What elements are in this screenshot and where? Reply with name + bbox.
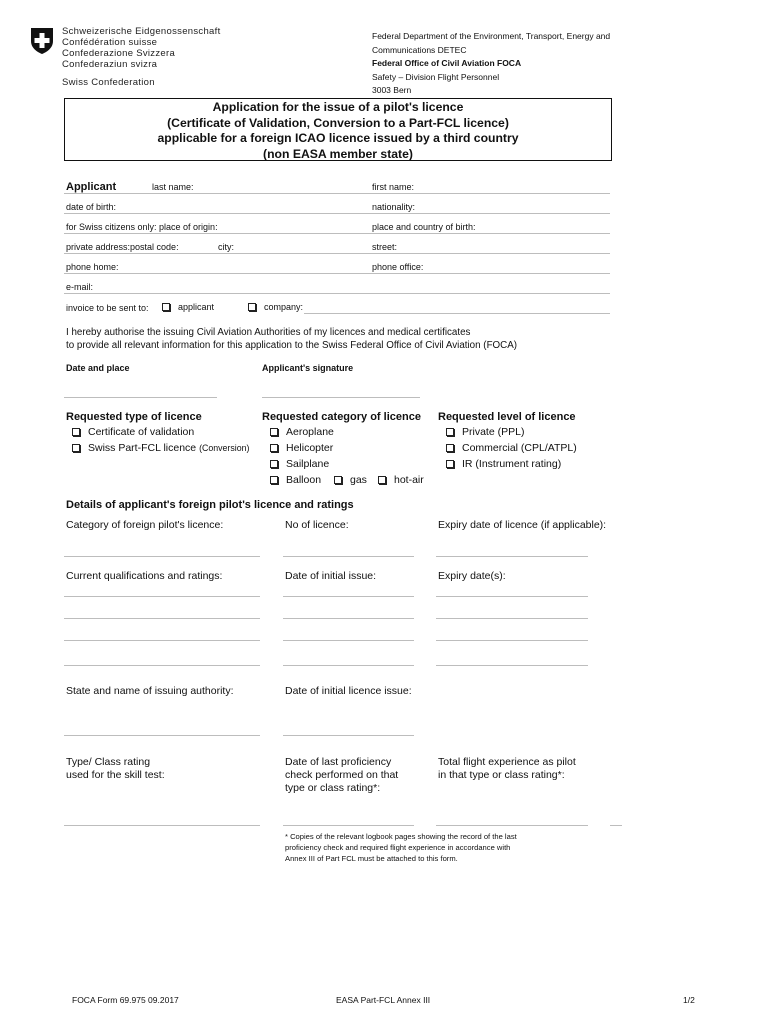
applicant-row5-line[interactable] — [64, 273, 610, 274]
balloon-hotair-checkbox[interactable] — [378, 476, 386, 484]
expiry-line-4[interactable] — [436, 665, 588, 666]
type-validation-option[interactable] — [72, 426, 194, 439]
category-sailplane-option[interactable] — [270, 458, 329, 471]
invoice-applicant-option[interactable] — [162, 302, 214, 313]
signature-label: Applicant's signature — [262, 363, 354, 373]
form-title-line3: applicable for a foreign ICAO licence issued by a third country — [157, 131, 519, 145]
category-helicopter-checkbox[interactable] — [270, 444, 278, 452]
office-city: 3003 Bern — [372, 85, 412, 95]
category-sailplane-checkbox[interactable] — [270, 460, 278, 468]
category-balloon-label: Balloon — [286, 474, 322, 486]
place-of-origin-label: for Swiss citizens only: place of origin: — [66, 222, 218, 232]
total-experience-line[interactable] — [436, 825, 588, 826]
confed-line-fr: Confédération suisse — [62, 37, 158, 48]
balloon-gas-option[interactable] — [334, 474, 367, 487]
street-label: street: — [372, 242, 398, 252]
form-title-line2: (Certificate of Validation, Conversion to a Part-FCL licence) — [167, 115, 509, 130]
last-proficiency-line3: type or class rating*: — [285, 782, 381, 794]
applicant-row3-line[interactable] — [64, 233, 610, 234]
type-class-rating-line2: used for the skill test: — [66, 769, 165, 781]
division-name: Safety – Division Flight Personnel — [372, 71, 500, 82]
level-ppl-label: Private (PPL) — [462, 426, 525, 438]
confederation-names — [62, 26, 221, 70]
confed-line-de: Schweizerische Eidgenossenschaft — [62, 26, 221, 37]
footnote-line3: Annex III of Part FCL must be attached to this form. — [285, 854, 458, 863]
office-name: Federal Office of Civil Aviation FOCA — [372, 58, 522, 68]
invoice-company-label: company: — [264, 302, 304, 312]
initial-licence-issue-label: Date of initial licence issue: — [285, 685, 412, 697]
details-heading: Details of applicant's foreign pilot's licence and ratings — [66, 499, 354, 511]
balloon-hotair-label: hot-air — [394, 474, 424, 486]
category-aeroplane-option[interactable] — [270, 426, 334, 439]
form-title-line4: (non EASA member state) — [263, 146, 413, 161]
applicant-row6-line[interactable] — [64, 293, 610, 294]
licence-number-line[interactable] — [283, 556, 414, 557]
footnote — [285, 831, 517, 864]
last-proficiency-line1: Date of last proficiency — [285, 756, 392, 768]
applicant-row1-line[interactable] — [64, 193, 610, 194]
postal-code-label: private address:postal code: — [66, 242, 179, 252]
swiss-confederation-label: Swiss Confederation — [62, 77, 155, 88]
authorisation-line1: I hereby authorise the issuing Civil Aviation Authorities of my licences and medical certificates — [66, 327, 471, 338]
expiry-line-3[interactable] — [436, 640, 588, 641]
level-cpl-checkbox[interactable] — [446, 444, 454, 452]
nationality-label: nationality: — [372, 202, 416, 212]
level-heading: Requested level of licence — [438, 411, 576, 423]
last-proficiency-line2: check performed on that — [285, 769, 399, 781]
initial-licence-issue-line[interactable] — [283, 735, 414, 736]
company-line[interactable] — [304, 313, 610, 314]
issuing-authority-label: State and name of issuing authority: — [66, 685, 234, 697]
invoice-company-option[interactable] — [248, 302, 303, 313]
authorisation-line2: to provide all relevant information for this application to the Swiss Federal Office of Civil Aviation (FOCA) — [66, 340, 518, 351]
type-conversion-option[interactable] — [72, 442, 249, 455]
licence-number-label: No of licence: — [285, 519, 349, 531]
total-experience-line-extra — [610, 825, 622, 826]
level-ir-option[interactable] — [446, 458, 561, 471]
last-proficiency-line[interactable] — [283, 825, 414, 826]
last-name-label: last name: — [152, 182, 194, 192]
type-conversion-label: Swiss Part-FCL licence — [88, 442, 197, 454]
issuing-authority-line[interactable] — [64, 735, 260, 736]
issue-line-4[interactable] — [283, 665, 414, 666]
confed-line-it: Confederazione Svizzera — [62, 48, 176, 59]
category-balloon-checkbox[interactable] — [270, 476, 278, 484]
phone-home-label: phone home: — [66, 262, 119, 272]
footnote-line1: * Copies of the relevant logbook pages showing the record of the last — [285, 832, 517, 841]
footnote-line2: proficiency check and required flight experience in accordance with — [285, 843, 511, 852]
total-experience-label — [438, 756, 576, 782]
date-of-birth-label: date of birth: — [66, 202, 117, 212]
balloon-gas-label: gas — [350, 474, 367, 486]
type-class-rating-label — [66, 756, 165, 782]
total-experience-line1: Total flight experience as pilot — [438, 756, 576, 768]
level-ppl-checkbox[interactable] — [446, 428, 454, 436]
form-title-line1: Application for the issue of a pilot's licence — [212, 100, 464, 114]
invoice-applicant-label: applicant — [178, 302, 215, 312]
category-aeroplane-label: Aeroplane — [286, 426, 334, 438]
type-class-rating-line[interactable] — [64, 825, 260, 826]
type-validation-checkbox[interactable] — [72, 428, 80, 436]
date-place-line[interactable] — [64, 397, 217, 398]
swiss-shield-icon — [30, 27, 54, 55]
level-ir-checkbox[interactable] — [446, 460, 454, 468]
current-quals-label: Current qualifications and ratings: — [66, 570, 223, 582]
place-of-birth-label: place and country of birth: — [372, 222, 476, 232]
expiry-line-2[interactable] — [436, 618, 588, 619]
first-name-label: first name: — [372, 182, 415, 192]
invoice-applicant-checkbox[interactable] — [162, 303, 170, 311]
footer-form-number: FOCA Form 69.975 09.2017 — [72, 995, 179, 1005]
type-heading: Requested type of licence — [66, 411, 202, 423]
confed-line-rm: Confederaziun svizra — [62, 59, 158, 70]
department-block — [372, 30, 610, 98]
total-experience-line2: in that type or class rating*: — [438, 769, 565, 781]
quals-line-3[interactable] — [64, 640, 260, 641]
level-cpl-option[interactable] — [446, 442, 577, 455]
licence-expiry-line[interactable] — [436, 556, 588, 557]
level-ppl-option[interactable] — [446, 426, 524, 439]
expiry-line-1[interactable] — [436, 596, 588, 597]
invoice-company-checkbox[interactable] — [248, 303, 256, 311]
category-heading: Requested category of licence — [262, 411, 421, 423]
city-label: city: — [218, 242, 235, 252]
level-ir-label: IR (Instrument rating) — [462, 458, 562, 470]
footer-annex: EASA Part-FCL Annex III — [336, 995, 431, 1005]
type-validation-label: Certificate of validation — [88, 426, 195, 438]
department-line1: Federal Department of the Environment, Transport, Energy and — [372, 31, 611, 41]
applicant-row4-line[interactable] — [64, 253, 610, 254]
category-balloon-option[interactable] — [270, 474, 321, 487]
type-class-rating-line1: Type/ Class rating — [66, 756, 151, 768]
category-aeroplane-checkbox[interactable] — [270, 428, 278, 436]
category-helicopter-label: Helicopter — [286, 442, 334, 454]
category-helicopter-option[interactable] — [270, 442, 333, 455]
initial-issue-label: Date of initial issue: — [285, 570, 377, 582]
foreign-category-line[interactable] — [64, 556, 260, 557]
licence-expiry-label: Expiry date of licence (if applicable): — [438, 519, 607, 531]
authorisation-text — [66, 326, 517, 352]
department-line2: Communications DETEC — [372, 44, 467, 55]
balloon-gas-checkbox[interactable] — [334, 476, 342, 484]
quals-line-2[interactable] — [64, 618, 260, 619]
form-title-box — [64, 98, 612, 161]
expiry-dates-label: Expiry date(s): — [438, 570, 506, 582]
type-conversion-checkbox[interactable] — [72, 444, 80, 452]
footer-page-number: 1/2 — [683, 995, 695, 1005]
category-sailplane-label: Sailplane — [286, 458, 330, 470]
issue-line-3[interactable] — [283, 640, 414, 641]
level-cpl-label: Commercial (CPL/ATPL) — [462, 442, 577, 454]
last-proficiency-label — [285, 756, 398, 795]
balloon-hotair-option[interactable] — [378, 474, 424, 487]
foreign-category-label: Category of foreign pilot's licence: — [66, 519, 224, 531]
applicant-heading: Applicant — [66, 181, 117, 193]
applicant-row2-line[interactable] — [64, 213, 610, 214]
type-conversion-note: (Conversion) — [199, 443, 250, 453]
date-and-place-label: Date and place — [66, 363, 130, 373]
quals-line-4[interactable] — [64, 665, 260, 666]
issue-line-1[interactable] — [283, 596, 414, 597]
signature-line[interactable] — [262, 397, 420, 398]
issue-line-2[interactable] — [283, 618, 414, 619]
swiss-coat-of-arms — [30, 27, 54, 55]
quals-line-1[interactable] — [64, 596, 260, 597]
phone-office-label: phone office: — [372, 262, 424, 272]
invoice-label: invoice to be sent to: — [66, 303, 149, 313]
email-label: e-mail: — [66, 282, 94, 292]
